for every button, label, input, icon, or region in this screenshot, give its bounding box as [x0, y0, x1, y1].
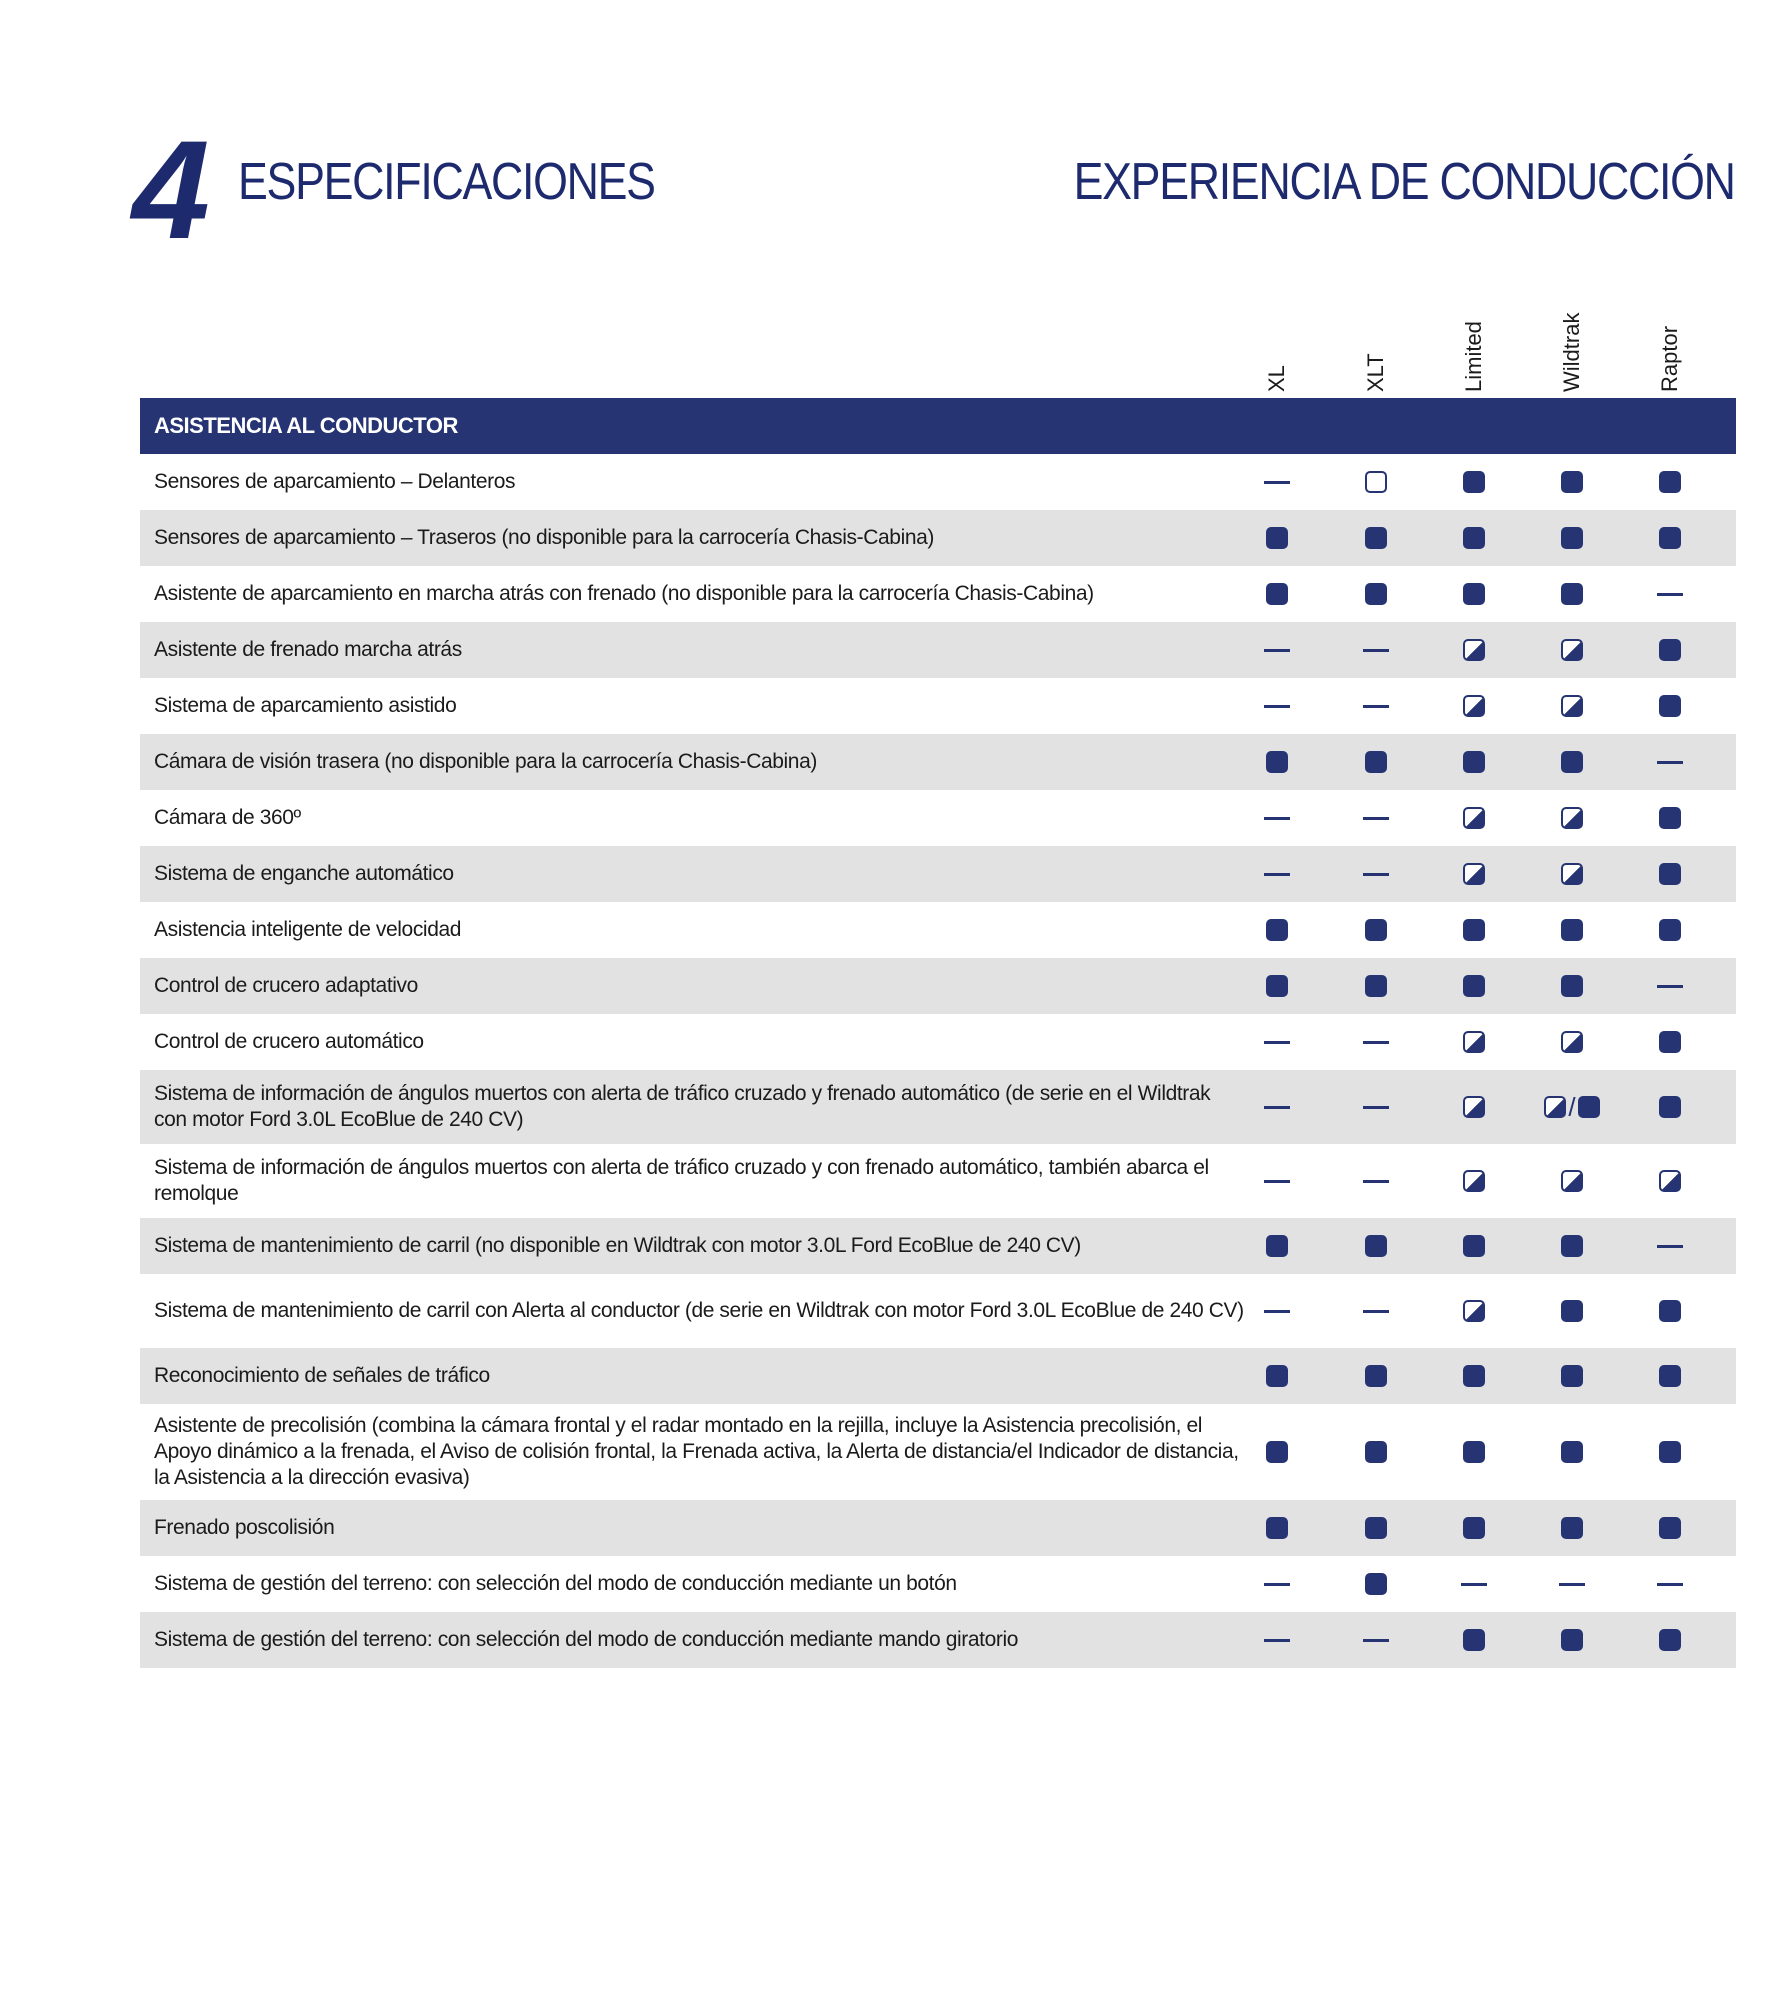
slash-separator: /: [1568, 1092, 1576, 1122]
standard-square-icon: [1659, 695, 1681, 717]
not-available-dash-icon: [1657, 593, 1683, 596]
row-label: Sistema de mantenimiento de carril (no disponible en Wildtrak con motor 3.0L Ford EcoBlue de 240 CV): [154, 1234, 1081, 1257]
cell-xl: [1247, 523, 1307, 553]
cell-xl: [1247, 971, 1307, 1001]
table-row: [140, 622, 1736, 678]
cell-wildtrak: [1542, 579, 1602, 609]
cell-limited: [1444, 1569, 1504, 1599]
cell-xlt: [1346, 1569, 1406, 1599]
pack-square-icon: [1544, 1096, 1566, 1118]
standard-square-icon: [1463, 583, 1485, 605]
cell-limited: [1444, 523, 1504, 553]
table-row: [140, 1348, 1736, 1404]
cell-raptor: [1640, 1231, 1700, 1261]
table-row: [140, 790, 1736, 846]
standard-square-icon: [1266, 1517, 1288, 1539]
cell-xlt: [1346, 1231, 1406, 1261]
pack-square-icon: [1561, 1031, 1583, 1053]
table-row: [140, 1274, 1736, 1348]
cell-limited: [1444, 803, 1504, 833]
cell-raptor: [1640, 1296, 1700, 1326]
cell-limited: [1444, 1296, 1504, 1326]
pack-square-icon: [1463, 1031, 1485, 1053]
table-row: [140, 1404, 1736, 1500]
section-header: [140, 398, 1736, 454]
cell-limited: [1444, 915, 1504, 945]
pack-square-icon: [1659, 1170, 1681, 1192]
row-label: Frenado poscolisión: [154, 1516, 335, 1539]
standard-square-icon: [1463, 751, 1485, 773]
column-header-raptor: [1650, 300, 1690, 392]
cell-wildtrak: [1542, 1569, 1602, 1599]
cell-xl: [1247, 1437, 1307, 1467]
standard-square-icon: [1659, 863, 1681, 885]
not-available-dash-icon: [1461, 1583, 1487, 1586]
cell-raptor: [1640, 1027, 1700, 1057]
not-available-dash-icon: [1264, 1583, 1290, 1586]
not-available-dash-icon: [1363, 649, 1389, 652]
cell-wildtrak: [1542, 803, 1602, 833]
cell-wildtrak: [1542, 1361, 1602, 1391]
row-label: Sistema de enganche automático: [154, 862, 454, 885]
cell-xlt: [1346, 467, 1406, 497]
table-row: [140, 734, 1736, 790]
table-row: [140, 1500, 1736, 1556]
cell-xl: [1247, 1296, 1307, 1326]
cell-limited: [1444, 579, 1504, 609]
standard-square-icon: [1659, 471, 1681, 493]
standard-square-icon: [1266, 1441, 1288, 1463]
chapter-number: 4: [132, 111, 206, 268]
table-row: [140, 1612, 1736, 1668]
pack-square-icon: [1463, 807, 1485, 829]
standard-square-icon: [1561, 1629, 1583, 1651]
standard-square-icon: [1463, 975, 1485, 997]
row-label: Sensores de aparcamiento – Traseros (no disponible para la carrocería Chasis-Cabina): [154, 526, 934, 549]
row-label: Sistema de información de ángulos muertos con alerta de tráfico cruzado y frenado automático (de serie en el Wildtrak con motor Ford 3.0L EcoBlue de 240 CV): [154, 1082, 1211, 1131]
not-available-dash-icon: [1264, 1041, 1290, 1044]
cell-xlt: [1346, 1625, 1406, 1655]
cell-wildtrak: [1542, 467, 1602, 497]
standard-square-icon: [1561, 975, 1583, 997]
pack-square-icon: [1561, 863, 1583, 885]
standard-square-icon: [1463, 527, 1485, 549]
section-heading: ASISTENCIA AL CONDUCTOR: [154, 413, 458, 438]
row-label: Asistente de aparcamiento en marcha atrás con frenado (no disponible para la carrocería Chasis-Cabina): [154, 582, 1094, 605]
standard-square-icon: [1266, 527, 1288, 549]
standard-square-icon: [1561, 1517, 1583, 1539]
cell-wildtrak: [1542, 1296, 1602, 1326]
cell-xl: [1247, 1166, 1307, 1196]
cell-limited: [1444, 1166, 1504, 1196]
cell-raptor: [1640, 523, 1700, 553]
cell-raptor: [1640, 859, 1700, 889]
row-label: Sistema de mantenimiento de carril con Alerta al conductor (de serie en Wildtrak con motor Ford 3.0L EcoBlue de 240 CV): [154, 1299, 1244, 1322]
row-label: Cámara de 360º: [154, 806, 301, 829]
standard-square-icon: [1659, 639, 1681, 661]
standard-square-icon: [1463, 471, 1485, 493]
standard-square-icon: [1365, 583, 1387, 605]
cell-wildtrak: [1542, 635, 1602, 665]
not-available-dash-icon: [1264, 649, 1290, 652]
standard-square-icon: [1561, 471, 1583, 493]
table-row: [140, 1144, 1736, 1218]
cell-limited: [1444, 1027, 1504, 1057]
cell-wildtrak: [1542, 747, 1602, 777]
option-square-icon: [1365, 471, 1387, 493]
standard-square-icon: [1463, 1629, 1485, 1651]
table-row: [140, 510, 1736, 566]
cell-xlt: [1346, 803, 1406, 833]
standard-square-icon: [1561, 1300, 1583, 1322]
table-row: [140, 958, 1736, 1014]
standard-square-icon: [1561, 1235, 1583, 1257]
table-row: [140, 846, 1736, 902]
not-available-dash-icon: [1264, 817, 1290, 820]
cell-xl: [1247, 1361, 1307, 1391]
pack-square-icon: [1463, 1170, 1485, 1192]
table-row: [140, 1014, 1736, 1070]
standard-square-icon: [1659, 1441, 1681, 1463]
row-label: Asistente de precolisión (combina la cámara frontal y el radar montado en la rejilla, incluye la Asistencia precolisión, el Apoyo dinámico a la frenada, el Aviso de colisión frontal, la Frenada activa, la Alerta de distancia/el Indicador de distancia, la Asistencia a la dirección evasiva): [154, 1414, 1239, 1489]
cell-xlt: [1346, 1513, 1406, 1543]
not-available-dash-icon: [1264, 705, 1290, 708]
row-label: Sensores de aparcamiento – Delanteros: [154, 470, 516, 493]
cell-wildtrak: [1542, 1437, 1602, 1467]
standard-square-icon: [1659, 1365, 1681, 1387]
cell-xlt: [1346, 859, 1406, 889]
column-header-label: Raptor: [1657, 325, 1682, 392]
cell-limited: [1444, 1092, 1504, 1122]
cell-wildtrak: [1542, 1092, 1602, 1122]
cell-raptor: [1640, 915, 1700, 945]
standard-square-icon: [1266, 1235, 1288, 1257]
not-available-dash-icon: [1363, 705, 1389, 708]
not-available-dash-icon: [1264, 1180, 1290, 1183]
cell-xlt: [1346, 523, 1406, 553]
cell-xl: [1247, 691, 1307, 721]
table-row: [140, 1556, 1736, 1612]
table-row: [140, 1070, 1736, 1144]
standard-square-icon: [1561, 919, 1583, 941]
pack-square-icon: [1463, 1300, 1485, 1322]
standard-square-icon: [1365, 1573, 1387, 1595]
cell-limited: [1444, 1231, 1504, 1261]
row-label: Cámara de visión trasera (no disponible para la carrocería Chasis-Cabina): [154, 750, 817, 773]
not-available-dash-icon: [1264, 481, 1290, 484]
cell-xlt: [1346, 691, 1406, 721]
cell-limited: [1444, 747, 1504, 777]
standard-square-icon: [1463, 919, 1485, 941]
cell-xlt: [1346, 1092, 1406, 1122]
standard-square-icon: [1266, 751, 1288, 773]
cell-limited: [1444, 971, 1504, 1001]
cell-xl: [1247, 915, 1307, 945]
standard-square-icon: [1659, 527, 1681, 549]
not-available-dash-icon: [1363, 1639, 1389, 1642]
table-row: [140, 902, 1736, 958]
cell-xl: [1247, 859, 1307, 889]
cell-xl: [1247, 635, 1307, 665]
not-available-dash-icon: [1657, 985, 1683, 988]
cell-limited: [1444, 1625, 1504, 1655]
cell-raptor: [1640, 1569, 1700, 1599]
standard-square-icon: [1365, 1365, 1387, 1387]
standard-square-icon: [1365, 1235, 1387, 1257]
cell-wildtrak: [1542, 859, 1602, 889]
pack-square-icon: [1463, 695, 1485, 717]
cell-wildtrak: [1542, 691, 1602, 721]
row-label: Reconocimiento de señales de tráfico: [154, 1364, 490, 1387]
table-row: [140, 566, 1736, 622]
cell-raptor: [1640, 747, 1700, 777]
cell-raptor: [1640, 691, 1700, 721]
not-available-dash-icon: [1363, 1310, 1389, 1313]
cell-raptor: [1640, 1092, 1700, 1122]
standard-square-icon: [1365, 1441, 1387, 1463]
cell-raptor: [1640, 803, 1700, 833]
not-available-dash-icon: [1657, 1245, 1683, 1248]
table-row: [140, 454, 1736, 510]
cell-raptor: [1640, 1513, 1700, 1543]
cell-limited: [1444, 467, 1504, 497]
cell-xl: [1247, 1569, 1307, 1599]
standard-square-icon: [1659, 1096, 1681, 1118]
cell-xlt: [1346, 1296, 1406, 1326]
standard-square-icon: [1365, 527, 1387, 549]
standard-square-icon: [1266, 1365, 1288, 1387]
not-available-dash-icon: [1363, 1180, 1389, 1183]
cell-xlt: [1346, 1166, 1406, 1196]
cell-xlt: [1346, 747, 1406, 777]
standard-square-icon: [1659, 807, 1681, 829]
cell-xl: [1247, 803, 1307, 833]
cell-wildtrak: [1542, 915, 1602, 945]
cell-xlt: [1346, 1027, 1406, 1057]
cell-limited: [1444, 1513, 1504, 1543]
row-label: Asistente de frenado marcha atrás: [154, 638, 462, 661]
standard-square-icon: [1659, 1517, 1681, 1539]
column-header-label: Wildtrak: [1559, 312, 1584, 392]
not-available-dash-icon: [1657, 761, 1683, 764]
cell-raptor: [1640, 467, 1700, 497]
cell-xl: [1247, 747, 1307, 777]
standard-square-icon: [1578, 1096, 1600, 1118]
not-available-dash-icon: [1264, 1106, 1290, 1109]
cell-xl: [1247, 1513, 1307, 1543]
pack-square-icon: [1463, 863, 1485, 885]
standard-square-icon: [1365, 975, 1387, 997]
not-available-dash-icon: [1264, 873, 1290, 876]
standard-square-icon: [1561, 527, 1583, 549]
cell-raptor: [1640, 971, 1700, 1001]
cell-xl: [1247, 1625, 1307, 1655]
cell-xlt: [1346, 579, 1406, 609]
column-header-label: XLT: [1363, 353, 1388, 392]
pack-square-icon: [1561, 1170, 1583, 1192]
standard-square-icon: [1365, 751, 1387, 773]
cell-xl: [1247, 579, 1307, 609]
standard-square-icon: [1659, 1031, 1681, 1053]
standard-square-icon: [1266, 919, 1288, 941]
row-label: Control de crucero automático: [154, 1030, 424, 1053]
standard-square-icon: [1463, 1517, 1485, 1539]
cell-wildtrak: [1542, 1231, 1602, 1261]
table-row: [140, 678, 1736, 734]
cell-limited: [1444, 691, 1504, 721]
row-label: Sistema de gestión del terreno: con selección del modo de conducción mediante mando giratorio: [154, 1628, 1019, 1651]
not-available-dash-icon: [1559, 1583, 1585, 1586]
cell-raptor: [1640, 1625, 1700, 1655]
standard-square-icon: [1365, 1517, 1387, 1539]
cell-limited: [1444, 859, 1504, 889]
row-label: Sistema de información de ángulos muertos con alerta de tráfico cruzado y con frenado automático, también abarca el remolque: [154, 1156, 1209, 1205]
cell-limited: [1444, 1361, 1504, 1391]
cell-xlt: [1346, 635, 1406, 665]
cell-raptor: [1640, 1166, 1700, 1196]
cell-raptor: [1640, 1361, 1700, 1391]
cell-raptor: [1640, 635, 1700, 665]
cell-xlt: [1346, 971, 1406, 1001]
not-available-dash-icon: [1657, 1583, 1683, 1586]
cell-xl: [1247, 1092, 1307, 1122]
not-available-dash-icon: [1363, 817, 1389, 820]
row-label: Asistencia inteligente de velocidad: [154, 918, 462, 941]
cell-wildtrak: [1542, 971, 1602, 1001]
cell-xlt: [1346, 1361, 1406, 1391]
pack-square-icon: [1561, 807, 1583, 829]
spec-table: [140, 454, 1736, 1668]
standard-square-icon: [1365, 919, 1387, 941]
column-header-limited: [1454, 300, 1494, 392]
cell-wildtrak: [1542, 1166, 1602, 1196]
pack-square-icon: [1561, 639, 1583, 661]
standard-square-icon: [1659, 1300, 1681, 1322]
column-header-label: XL: [1264, 365, 1289, 392]
row-label: Control de crucero adaptativo: [154, 974, 418, 997]
standard-square-icon: [1463, 1235, 1485, 1257]
cell-wildtrak: [1542, 1513, 1602, 1543]
cell-limited: [1444, 1437, 1504, 1467]
cell-xlt: [1346, 915, 1406, 945]
not-available-dash-icon: [1264, 1310, 1290, 1313]
cell-wildtrak: [1542, 1625, 1602, 1655]
column-header-xlt: [1356, 300, 1396, 392]
standard-square-icon: [1659, 919, 1681, 941]
standard-square-icon: [1266, 975, 1288, 997]
row-label: Sistema de aparcamiento asistido: [154, 694, 457, 717]
standard-square-icon: [1463, 1365, 1485, 1387]
standard-square-icon: [1561, 751, 1583, 773]
not-available-dash-icon: [1264, 1639, 1290, 1642]
pack-square-icon: [1561, 695, 1583, 717]
column-header-xl: [1257, 300, 1297, 392]
cell-xlt: [1346, 1437, 1406, 1467]
standard-square-icon: [1561, 1365, 1583, 1387]
cell-xl: [1247, 1231, 1307, 1261]
column-header-wildtrak: [1552, 300, 1592, 392]
cell-xl: [1247, 1027, 1307, 1057]
chapter-title: ESPECIFICACIONES: [238, 153, 655, 211]
cell-wildtrak: [1542, 1027, 1602, 1057]
cell-raptor: [1640, 1437, 1700, 1467]
standard-square-icon: [1659, 1629, 1681, 1651]
not-available-dash-icon: [1363, 1106, 1389, 1109]
standard-square-icon: [1266, 583, 1288, 605]
not-available-dash-icon: [1363, 873, 1389, 876]
cell-wildtrak: [1542, 523, 1602, 553]
row-label: Sistema de gestión del terreno: con selección del modo de conducción mediante un botón: [154, 1572, 957, 1595]
standard-square-icon: [1561, 1441, 1583, 1463]
cell-limited: [1444, 635, 1504, 665]
cell-xl: [1247, 467, 1307, 497]
table-row: [140, 1218, 1736, 1274]
section-title: EXPERIENCIA DE CONDUCCIÓN: [1073, 153, 1735, 211]
not-available-dash-icon: [1363, 1041, 1389, 1044]
pack-square-icon: [1463, 639, 1485, 661]
standard-square-icon: [1463, 1441, 1485, 1463]
standard-square-icon: [1561, 583, 1583, 605]
cell-raptor: [1640, 579, 1700, 609]
column-header-label: Limited: [1461, 321, 1486, 392]
pack-square-icon: [1463, 1096, 1485, 1118]
